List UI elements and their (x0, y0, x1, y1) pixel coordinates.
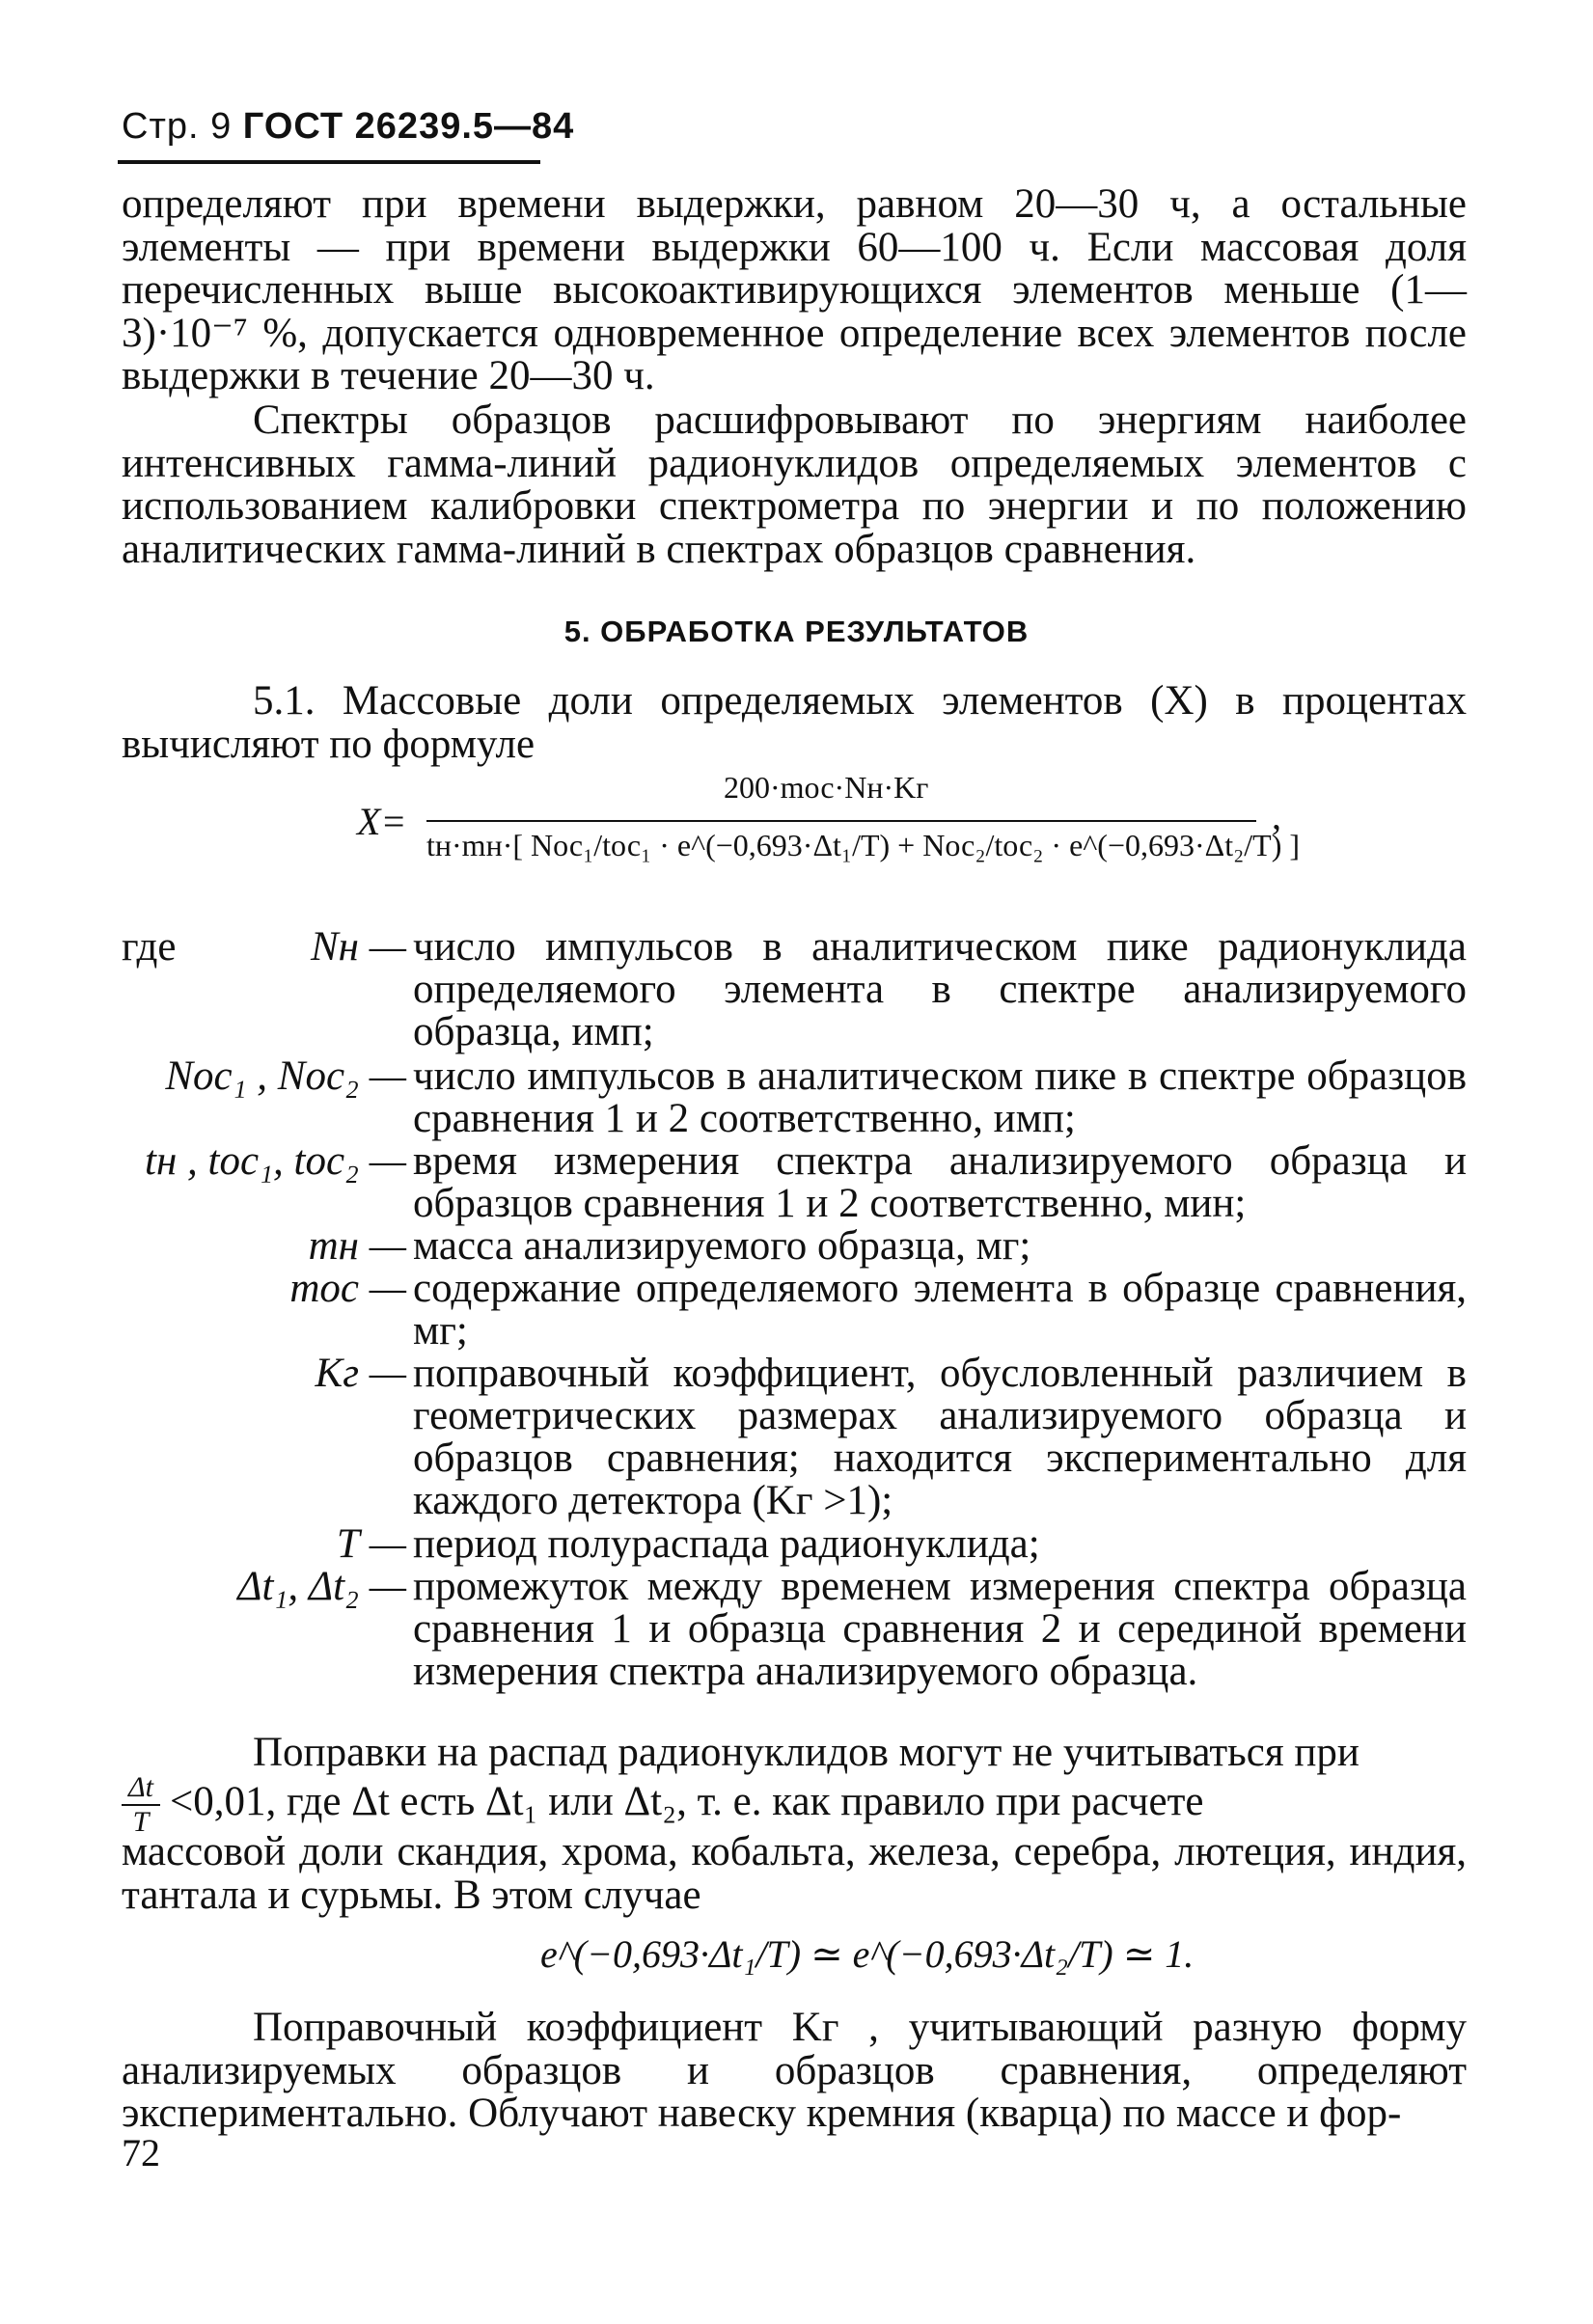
paragraph-3: 5.1. Массовые доли определяемых элементов (X) в процентах вычисляют по формуле (122, 678, 1467, 767)
definition-symbol: mос — (289, 1266, 406, 1311)
definition-row (122, 1055, 1472, 1142)
fraction-bar (426, 820, 1256, 822)
definition-symbol: Δt₁, Δt₂ — (237, 1564, 406, 1609)
ratio-fraction (122, 1773, 160, 1837)
definition-text: число импульсов в аналитическом пике радионуклида определяемого элемента в спектре анализируемого образца, имп; (413, 924, 1467, 1054)
paragraph-4-line1: Поправки на распад радионуклидов могут не учитываться при (253, 1730, 1360, 1775)
definition-row (122, 1566, 1472, 1739)
decay-formula: e^(−0,693·Δt₁/T) ≃ e^(−0,693·Δt₂/T) ≃ 1. (540, 1932, 1195, 1976)
definition-symbol: tн , tос₁, tос₂ — (145, 1138, 406, 1184)
definition-symbol: Nос₁ , Nос₂ — (165, 1053, 406, 1099)
ratio-denominator: T (132, 1806, 150, 1838)
paragraph-4-line2: <0,01, где Δt есть Δt₁ или Δt₂, т. е. как правило при расчете (170, 1779, 1204, 1824)
gost-number: ГОСТ 26239.5—84 (242, 106, 575, 147)
definition-text: содержание определяемого элемента в образце сравнения, мг; (413, 1266, 1467, 1353)
paragraph-5: Поправочный коэффициент Kг , учитывающий разную форму анализируемых образцов и образцов сравнения, определяют экспериментально. Облучают навеску кремния (кварца) по массе и фор- (122, 2005, 1467, 2136)
definition-symbol: Kг — (315, 1351, 406, 1396)
definition-row (122, 926, 1472, 1071)
definition-row (122, 1523, 1472, 1568)
page-label: Стр. 9 (122, 106, 233, 147)
paragraph-4-rest: массовой доли скандия, хрома, кобальта, железа, серебра, лютеция, индия, тантала и сурьмы. В этом случае (122, 1829, 1467, 1918)
definition-text: период полураспада радионуклида; (413, 1521, 1040, 1567)
formula-denominator: tн·mн·[ Nос₁/tос₁ · e^(−0,693·Δt₁/T) + Nос₂/tос₂ · e^(−0,693·Δt₂/T) ] (426, 828, 1301, 862)
definition-symbol: Nн — (311, 924, 406, 970)
where-label: где (122, 924, 177, 970)
definition-text: число импульсов в аналитическом пике в спектре образцов сравнения 1 и 2 соответственно, имп; (413, 1053, 1467, 1141)
definition-symbol: T — (336, 1521, 406, 1567)
definition-symbol: mн — (308, 1223, 406, 1269)
formula-numerator: 200·mос·Nн·Kг (724, 770, 929, 805)
paragraph-1: определяют при времени выдержки, равном 20—30 ч, а остальные элементы — при времени выдержки 60—100 ч. Если массовая доля перечисленных выше высокоактивирующихся элементов меньше (1—3)·10⁻⁷ %, допускается одновременное определение всех элементов после выдержки в течение 20—30 ч. (122, 181, 1467, 398)
formula-lhs: X= (357, 800, 407, 843)
page-number: 72 (122, 2131, 160, 2174)
definition-text: время измерения спектра анализируемого образца и образцов сравнения 1 и 2 соответственно, мин; (413, 1138, 1467, 1226)
definition-row (122, 1140, 1472, 1227)
header-rule (118, 160, 540, 164)
section-title: 5. ОБРАБОТКА РЕЗУЛЬТАТОВ (563, 615, 1030, 648)
definition-text: промежуток между временем измерения спектра образца сравнения 1 и образца сравнения 2 и серединой времени измерения спектра анализируемого образца. (413, 1564, 1467, 1694)
definition-text: поправочный коэффициент, обусловленный различием в геометрических размерах анализируемого образца и образцов сравнения; находится экспериментально для каждого детектора (Kг >1); (413, 1351, 1467, 1523)
ratio-numerator: Δt (128, 1771, 153, 1803)
definition-row (122, 1268, 1472, 1354)
definition-row (122, 1353, 1472, 1526)
main-formula (357, 770, 1301, 915)
definition-row (122, 1225, 1472, 1270)
page-header (122, 106, 574, 148)
definition-text: масса анализируемого образца, мг; (413, 1223, 1031, 1269)
paragraph-2: Спектры образцов расшифровывают по энергиям наиболее интенсивных гамма-линий радионуклидов определяемых элементов с использованием калибровки спектрометра по энергии и по положению аналитических гамма-линий в спектрах образцов сравнения. (122, 397, 1467, 572)
formula-comma: , (1272, 794, 1281, 837)
